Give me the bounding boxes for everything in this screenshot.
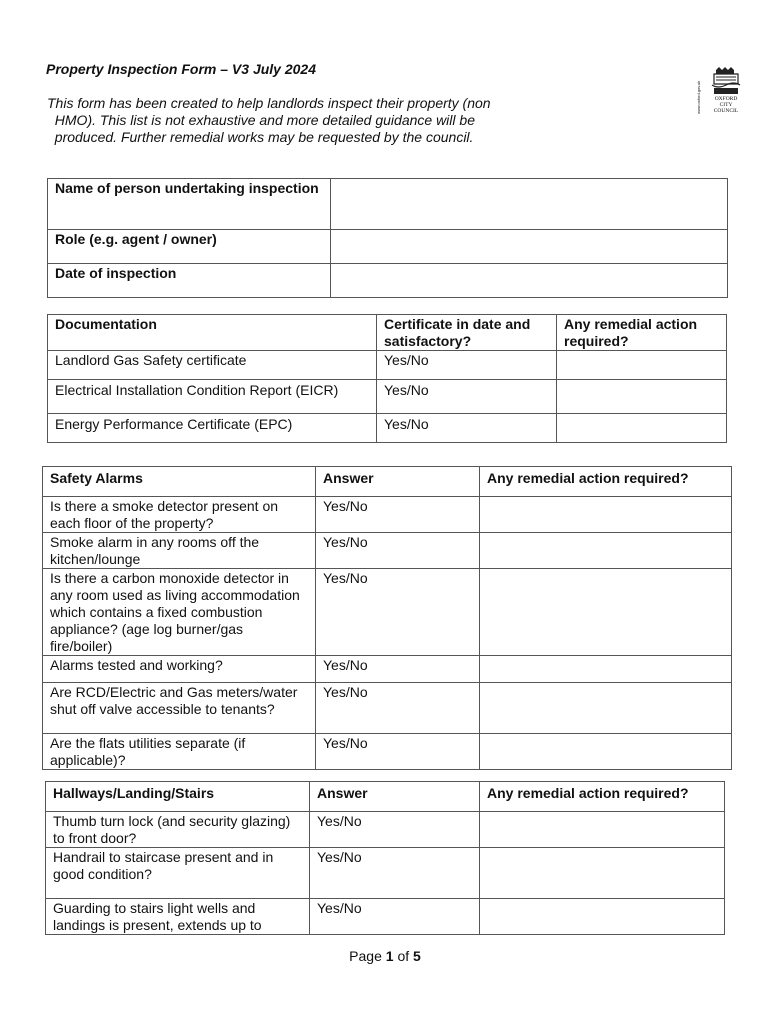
hallways-table	[45, 781, 725, 935]
table-header-row	[46, 782, 725, 812]
logo-line: OXFORD	[714, 96, 738, 102]
intro-text	[47, 95, 567, 146]
column-header: Answer	[316, 467, 480, 497]
table-row	[48, 380, 727, 414]
detail-label: Date of inspection	[48, 264, 331, 298]
intro-line: This form has been created to help landlords inspect their property (non	[47, 95, 491, 111]
table-row	[43, 569, 732, 656]
remedial-action-cell[interactable]	[480, 497, 732, 533]
remedial-action-cell[interactable]	[480, 569, 732, 656]
table-row	[48, 414, 727, 443]
question-label: Handrail to staircase present and in good condition?	[46, 848, 310, 899]
table-row	[43, 683, 732, 734]
table-row	[43, 533, 732, 569]
column-header: Hallways/Landing/Stairs	[46, 782, 310, 812]
table-row	[46, 899, 725, 935]
answer-cell[interactable]: Yes/No	[310, 899, 480, 935]
answer-cell[interactable]: Yes/No	[316, 497, 480, 533]
item-label: Energy Performance Certificate (EPC)	[48, 414, 377, 443]
question-label: Alarms tested and working?	[43, 656, 316, 683]
remedial-action-cell[interactable]	[557, 380, 727, 414]
item-label: Electrical Installation Condition Report (EICR)	[48, 380, 377, 414]
column-header: Any remedial action required?	[480, 782, 725, 812]
question-label: Thumb turn lock (and security glazing) to front door?	[46, 812, 310, 848]
inspection-details-table	[47, 178, 728, 298]
answer-cell[interactable]: Yes/No	[310, 812, 480, 848]
question-label: Are RCD/Electric and Gas meters/water shut off valve accessible to tenants?	[43, 683, 316, 734]
answer-cell[interactable]: Yes/No	[377, 351, 557, 380]
table-header-row	[43, 467, 732, 497]
answer-cell[interactable]: Yes/No	[377, 380, 557, 414]
question-label: Are the flats utilities separate (if applicable)?	[43, 734, 316, 770]
question-label: Guarding to stairs light wells and landings is present, extends up to	[46, 899, 310, 935]
inspector-name-field[interactable]	[331, 179, 728, 230]
intro-line: produced. Further remedial works may be requested by the council.	[47, 129, 474, 145]
answer-cell[interactable]: Yes/No	[310, 848, 480, 899]
council-logo	[694, 66, 744, 116]
table-row	[46, 848, 725, 899]
page-current: 1	[385, 948, 394, 964]
column-header: Any remedial action required?	[557, 315, 727, 351]
remedial-action-cell[interactable]	[480, 812, 725, 848]
logo-line: COUNCIL	[713, 108, 739, 114]
table-row	[43, 734, 732, 770]
page-number	[0, 948, 770, 964]
answer-cell[interactable]: Yes/No	[316, 533, 480, 569]
form-title: Property Inspection Form – V3 July 2024	[46, 61, 316, 77]
answer-cell[interactable]: Yes/No	[316, 683, 480, 734]
remedial-action-cell[interactable]	[480, 683, 732, 734]
remedial-action-cell[interactable]	[480, 848, 725, 899]
question-label: Is there a carbon monoxide detector in any room used as living accommodation which contains a fixed combustion appliance? (age log burner/gas fire/boiler)	[43, 569, 316, 656]
intro-line: HMO). This list is not exhaustive and more detailed guidance will be	[47, 112, 475, 128]
answer-cell[interactable]: Yes/No	[316, 734, 480, 770]
detail-label: Name of person undertaking inspection	[48, 179, 331, 230]
safety-alarms-table	[42, 466, 732, 770]
page-total: 5	[413, 948, 421, 964]
table-row	[48, 179, 728, 230]
page-of: of	[393, 948, 414, 964]
table-row	[48, 230, 728, 264]
column-header: Certificate in date and satisfactory?	[377, 315, 557, 351]
item-label: Landlord Gas Safety certificate	[48, 351, 377, 380]
table-row	[48, 264, 728, 298]
remedial-action-cell[interactable]	[480, 734, 732, 770]
detail-label: Role (e.g. agent / owner)	[48, 230, 331, 264]
table-header-row	[48, 315, 727, 351]
remedial-action-cell[interactable]	[557, 414, 727, 443]
question-label: Smoke alarm in any rooms off the kitchen/lounge	[43, 533, 316, 569]
answer-cell[interactable]: Yes/No	[377, 414, 557, 443]
column-header: Answer	[310, 782, 480, 812]
logo-line: CITY	[719, 102, 733, 108]
question-label: Is there a smoke detector present on each floor of the property?	[43, 497, 316, 533]
remedial-action-cell[interactable]	[480, 533, 732, 569]
remedial-action-cell[interactable]	[480, 899, 725, 935]
answer-cell[interactable]: Yes/No	[316, 569, 480, 656]
column-header: Documentation	[48, 315, 377, 351]
page-prefix: Page	[349, 948, 386, 964]
documentation-table	[47, 314, 727, 443]
remedial-action-cell[interactable]	[557, 351, 727, 380]
table-row	[43, 497, 732, 533]
table-row	[48, 351, 727, 380]
role-field[interactable]	[331, 230, 728, 264]
column-header: Any remedial action required?	[480, 467, 732, 497]
inspection-date-field[interactable]	[331, 264, 728, 298]
column-header: Safety Alarms	[43, 467, 316, 497]
logo-side-text: www.oxford.gov.uk	[696, 80, 701, 114]
answer-cell[interactable]: Yes/No	[316, 656, 480, 683]
table-row	[43, 656, 732, 683]
table-row	[46, 812, 725, 848]
remedial-action-cell[interactable]	[480, 656, 732, 683]
